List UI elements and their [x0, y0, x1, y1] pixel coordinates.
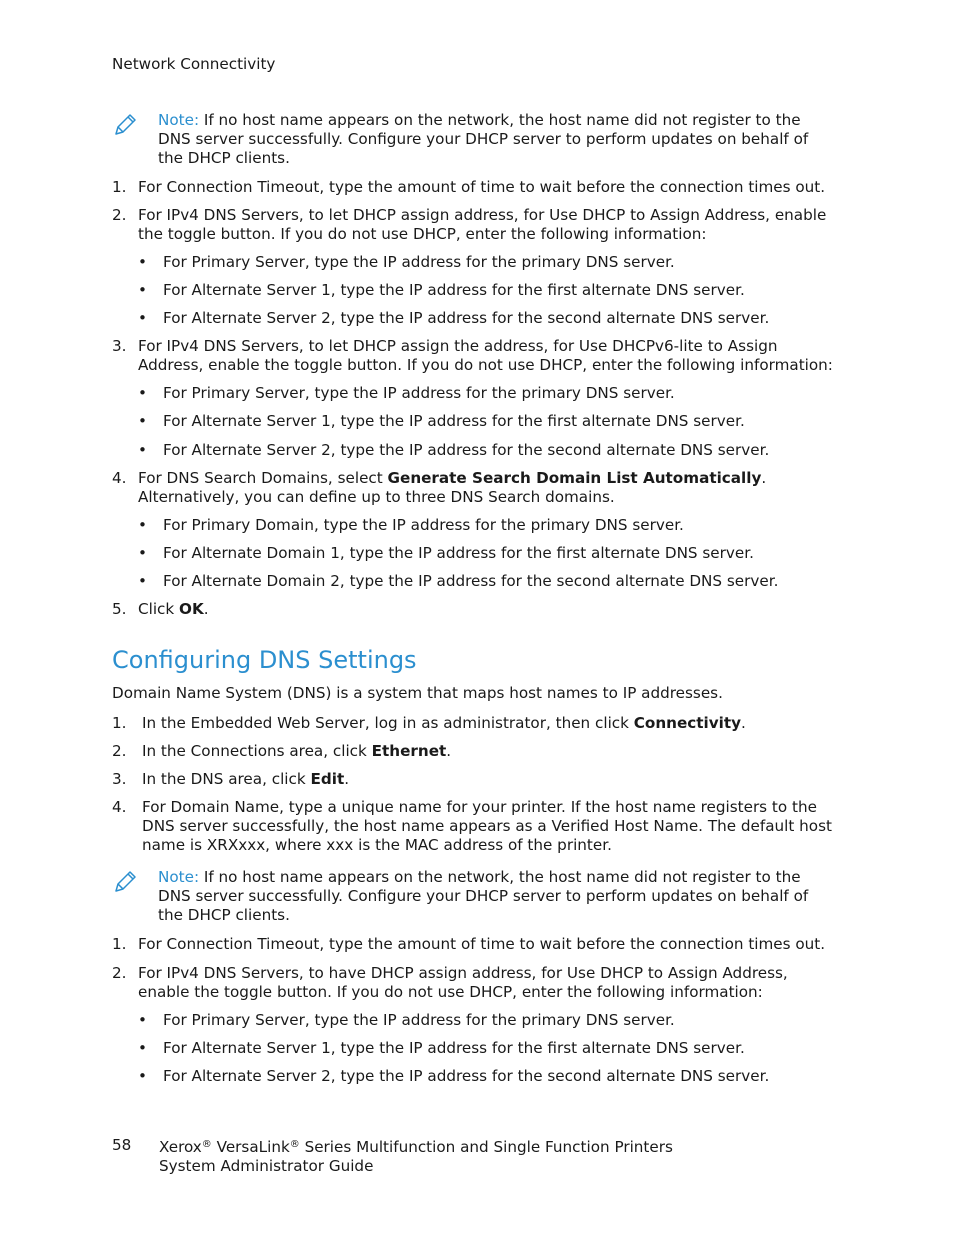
- list-item-text: [138, 469, 838, 507]
- running-header: Network Connectivity: [112, 55, 276, 73]
- text-run: .: [203, 600, 209, 618]
- list-item-text: [138, 600, 838, 619]
- pencil-icon: [112, 112, 138, 138]
- bullet: •: [138, 1011, 147, 1029]
- text-run: .: [344, 770, 350, 788]
- bullet-text: For Alternate Server 1, type the IP address for the first alternate DNS server.: [163, 412, 745, 430]
- text-run: In the DNS area, click: [142, 770, 311, 788]
- ui-term: OK: [179, 600, 204, 618]
- list-number: 1.: [112, 714, 127, 732]
- note-label: Note:: [158, 111, 200, 129]
- text-run: .: [741, 714, 746, 732]
- bullet-text: For Alternate Domain 1, type the IP address for the first alternate DNS server.: [163, 544, 754, 562]
- note: [158, 111, 818, 168]
- page-number: 58: [112, 1136, 132, 1154]
- ui-term: Generate Search Domain List Automatically: [387, 469, 762, 487]
- bullet-text: For Alternate Server 2, type the IP address for the second alternate DNS server.: [163, 1067, 770, 1085]
- text-run: .: [446, 742, 452, 760]
- footer-text-run: Series Multifunction and Single Function Printers: [299, 1138, 673, 1156]
- list-number: 4.: [112, 469, 127, 487]
- list-number: 2.: [112, 964, 127, 982]
- bullet: •: [138, 309, 147, 327]
- text-run: In the Connections area, click: [142, 742, 372, 760]
- registered-mark: ®: [201, 1139, 212, 1150]
- text-run: Click: [138, 600, 180, 618]
- note-text: If no host name appears on the network, the host name did not register to the DNS server successfully. Configure your DHCP server to perform updates on behalf of the DHCP clients.: [158, 868, 809, 924]
- ui-term: Connectivity: [633, 714, 742, 732]
- bullet: •: [138, 253, 147, 271]
- list-number: 2.: [112, 742, 127, 760]
- note-text: If no host name appears on the network, the host name did not register to the DNS server successfully. Configure your DHCP server to perform updates on behalf of the DHCP clients.: [158, 111, 809, 167]
- bullet: •: [138, 1067, 147, 1085]
- list-item-text: For IPv4 DNS Servers, to have DHCP assign address, for Use DHCP to Assign Address, enable the toggle button. If you do not use DHCP, enter the following information:: [138, 964, 788, 1001]
- note-label: Note:: [158, 868, 200, 886]
- bullet-text: For Alternate Server 1, type the IP address for the first alternate DNS server.: [163, 281, 745, 299]
- list-item-text: [142, 770, 832, 789]
- bullet: •: [138, 544, 147, 562]
- intro-paragraph: Domain Name System (DNS) is a system that maps host names to IP addresses.: [112, 684, 723, 702]
- list-number: 4.: [112, 798, 127, 816]
- bullet: •: [138, 412, 147, 430]
- list-item-text: For IPv4 DNS Servers, to let DHCP assign address, for Use DHCP to Assign Address, enable the toggle button. If you do not use DHCP, enter the following information:: [138, 206, 827, 243]
- bullet-text: For Primary Server, type the IP address for the primary DNS server.: [163, 1011, 675, 1029]
- bullet-text: For Alternate Server 2, type the IP address for the second alternate DNS server.: [163, 441, 770, 459]
- footer-title: [159, 1138, 859, 1176]
- list-number: 5.: [112, 600, 127, 618]
- bullet: •: [138, 1039, 147, 1057]
- bullet-text: For Primary Domain, type the IP address for the primary DNS server.: [163, 516, 684, 534]
- list-number: 3.: [112, 337, 127, 355]
- list-item-text: [142, 742, 832, 761]
- list-item-text: For IPv4 DNS Servers, to let DHCP assign the address, for Use DHCPv6-lite to Assign Address, enable the toggle button. If you do not use DHCP, enter the following information:: [138, 337, 833, 374]
- registered-mark: ®: [289, 1139, 300, 1150]
- list-number: 1.: [112, 178, 127, 196]
- ui-term: Ethernet: [371, 742, 447, 760]
- footer-line-1: [159, 1138, 859, 1157]
- text-run: In the Embedded Web Server, log in as administrator, then click: [142, 714, 634, 732]
- bullet-text: For Primary Server, type the IP address for the primary DNS server.: [163, 253, 675, 271]
- list-number: 1.: [112, 935, 127, 953]
- pencil-icon: [112, 869, 138, 895]
- bullet-text: For Primary Server, type the IP address for the primary DNS server.: [163, 384, 675, 402]
- bullet: •: [138, 384, 147, 402]
- note: [158, 868, 818, 925]
- list-item-text: For Connection Timeout, type the amount of time to wait before the connection times out.: [138, 935, 826, 953]
- text-run: For DNS Search Domains, select: [138, 469, 388, 487]
- bullet-text: For Alternate Domain 2, type the IP address for the second alternate DNS server.: [163, 572, 779, 590]
- bullet: •: [138, 516, 147, 534]
- ui-term: Edit: [310, 770, 345, 788]
- brand: Xerox: [159, 1138, 202, 1156]
- product: VersaLink: [211, 1138, 290, 1156]
- list-item-text: For Domain Name, type a unique name for your printer. If the host name registers to the DNS server successfully, the host name appears as a Verified Host Name. The default host name is XRXxxx, where xxx is the MAC address of the printer.: [142, 798, 832, 854]
- list-number: 2.: [112, 206, 127, 224]
- text-run: . Alternatively, you can define up to three DNS Search domains.: [138, 469, 767, 506]
- footer-line-2: System Administrator Guide: [159, 1157, 374, 1175]
- list-number: 3.: [112, 770, 127, 788]
- bullet: •: [138, 572, 147, 590]
- bullet-text: For Alternate Server 1, type the IP address for the first alternate DNS server.: [163, 1039, 745, 1057]
- bullet: •: [138, 441, 147, 459]
- section-heading: Configuring DNS Settings: [112, 646, 417, 674]
- bullet: •: [138, 281, 147, 299]
- list-item-text: [142, 714, 832, 733]
- bullet-text: For Alternate Server 2, type the IP address for the second alternate DNS server.: [163, 309, 770, 327]
- list-item-text: For Connection Timeout, type the amount of time to wait before the connection times out.: [138, 178, 826, 196]
